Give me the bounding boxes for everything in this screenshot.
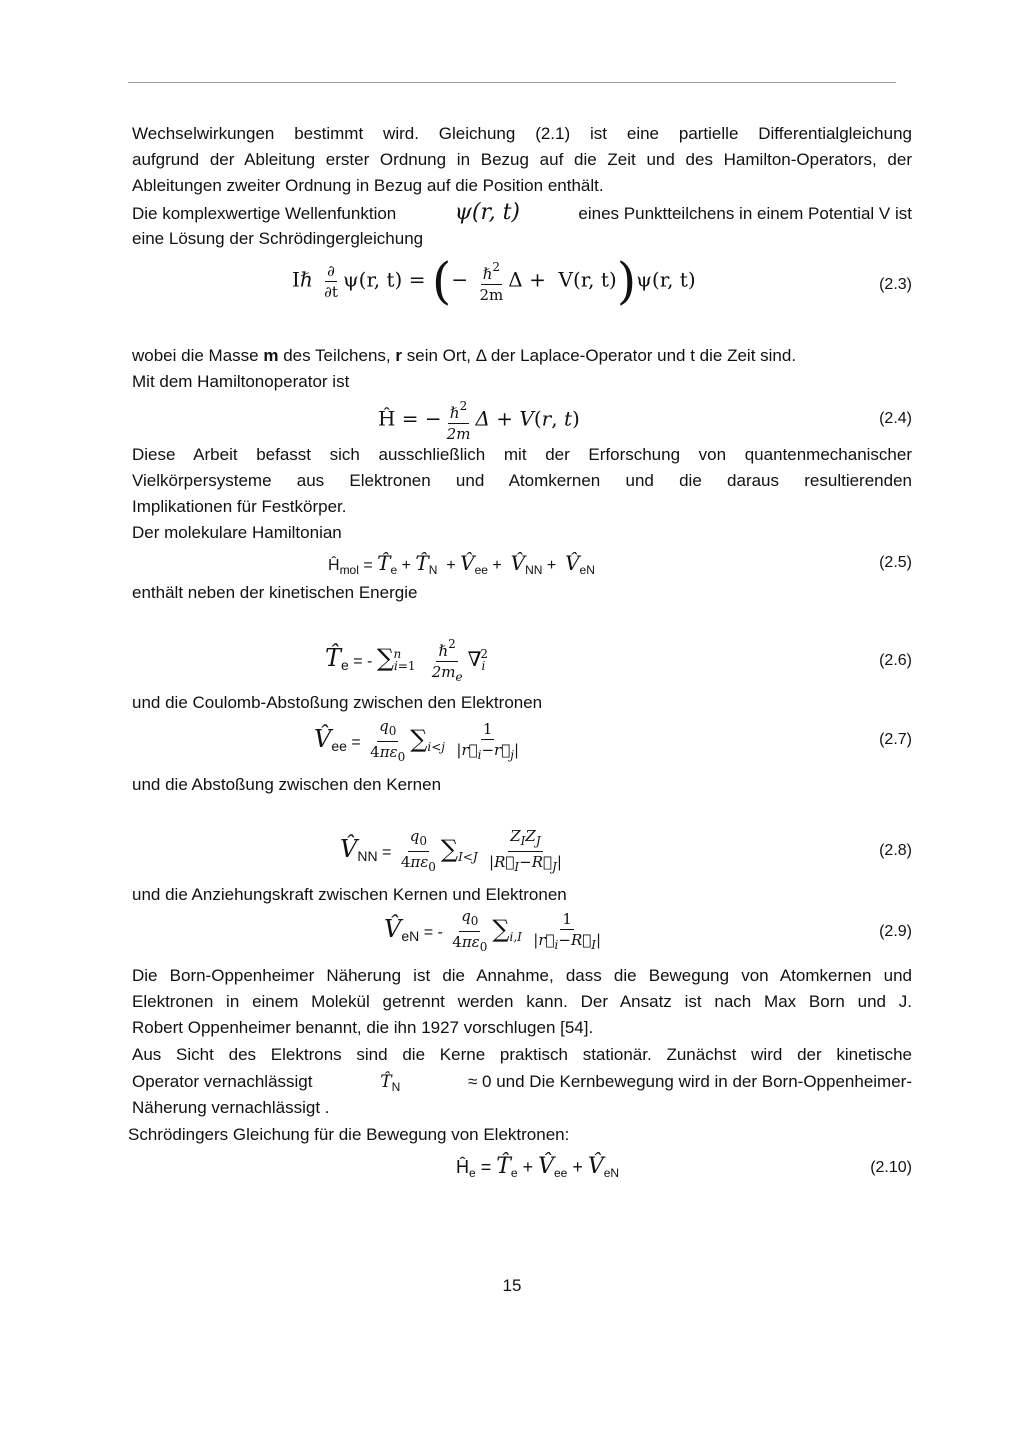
paragraph-line: und die Anziehungskraft zwischen Kernen und Elektronen — [132, 885, 567, 904]
text-span: ≈ 0 und Die Kernbewegung wird in der Born-Oppenheimer- — [467, 1072, 912, 1091]
paragraph-line: und die Abstoßung zwischen den Kernen — [132, 775, 442, 794]
paragraph-line: und die Coulomb-Abstoßung zwischen den Elektronen — [132, 693, 543, 712]
equation-number: (2.4) — [879, 410, 912, 427]
paragraph-line: Elektronen in einem Molekül getrennt werden kann. Der Ansatz ist nach Max Born und J. — [132, 992, 912, 1011]
equation-2-6: $T̂_e$ = - $\sum_{i=1}^n$ $\frac{\hbar^2}{2m_e}$ $\nabla_i^2$ — [325, 634, 488, 687]
paragraph-line: Robert Oppenheimer benannt, die ihn 1927 vorschlugen [54]. — [132, 1018, 594, 1037]
paragraph-line: aufgrund der Ableitung erster Ordnung in Bezug auf die Zeit und des Hamilton-Operators, der — [132, 150, 912, 169]
equation-2-3: Iℏ $\frac{\partial}{\partial t}$ ψ(r, t) = (− $\frac{\hbar^2}{2m}$ Δ + V(r, t))ψ(r, t) — [292, 252, 696, 310]
text-span: Operator vernachlässigt — [132, 1072, 313, 1091]
equation-2-9: $V̂_{eN}$ = - $\frac{q_0}{4\pi\varepsilon_0}$ $\sum_{i,I}$ $\frac{1}{|r⃗_i-R⃗_I|}$ — [384, 907, 602, 954]
equation-2-4: Ĥ = − $\frac{\hbar^2}{2m}$ Δ + V(r, t) — [378, 396, 580, 444]
paragraph-line: enthält neben der kinetischen Energie — [132, 583, 418, 602]
equation-number: (2.5) — [879, 554, 912, 571]
equation-number: (2.7) — [879, 731, 912, 748]
paragraph-line: Ableitungen zweiter Ordnung in Bezug auf die Position enthält. — [132, 176, 604, 195]
paragraph-line: Der molekulare Hamiltonian — [132, 523, 342, 542]
text-span: wobei die Masse — [132, 346, 259, 365]
equation-2-8: $V̂_{NN}$ = $\frac{q_0}{4\pi\varepsilon_0}$ $\sum_{I<J}$ $\frac{Z_IZ_J}{|R⃗_I-R⃗_J|}$ — [340, 827, 562, 874]
paragraph-line: Diese Arbeit befasst sich ausschließlich mit der Erforschung von quantenmechanischer — [132, 445, 912, 464]
paragraph-line: Aus Sicht des Elektrons sind die Kerne praktisch stationär. Zunächst wird der kinetische — [132, 1045, 912, 1064]
paragraph-line: Implikationen für Festkörper. — [132, 497, 347, 516]
paragraph-line: Näherung vernachlässigt . — [132, 1098, 330, 1117]
equation-number: (2.8) — [879, 842, 912, 859]
equation-number: (2.6) — [879, 652, 912, 669]
header-rule — [128, 82, 896, 83]
bold-symbol: m — [263, 346, 279, 365]
page-number: 15 — [502, 1276, 522, 1295]
kinetic-operator-symbol: $T̂_N$ — [380, 1072, 401, 1094]
paragraph-line: Schrödingers Gleichung für die Bewegung von Elektronen: — [128, 1125, 570, 1144]
text-span: Die komplexwertige Wellenfunktion — [132, 204, 397, 223]
wavefunction-symbol: ψ(r, t) — [454, 200, 521, 225]
bold-symbol: r — [395, 346, 402, 365]
equation-2-5: $Ĥ_{mol}$ = $T̂_e$ + $T̂_N$ + $V̂_{ee}$ + $V̂_{NN}$ + $V̂_{eN}$ — [328, 551, 595, 577]
equation-number: (2.3) — [879, 276, 912, 293]
text-span: eines Punktteilchens in einem Potential V ist — [578, 204, 912, 223]
paragraph-line: Die Born-Oppenheimer Näherung ist die Annahme, dass die Bewegung von Atomkernen und — [132, 966, 912, 985]
text-span: des Teilchens, — [283, 346, 391, 365]
equation-2-10: $Ĥ_e$ = $T̂_e$ + $V̂_{ee}$ + $V̂_{eN}$ — [456, 1154, 620, 1180]
paragraph-line: eine Lösung der Schrödingergleichung — [132, 229, 424, 248]
equation-number: (2.10) — [870, 1159, 912, 1176]
equation-number: (2.9) — [879, 923, 912, 940]
paragraph-line: Vielkörpersysteme aus Elektronen und Atomkernen und die daraus resultierenden — [132, 471, 912, 490]
text-span: sein Ort, Δ der Laplace-Operator und t die Zeit sind. — [406, 346, 797, 365]
paragraph-line: Mit dem Hamiltonoperator ist — [132, 372, 350, 391]
paragraph-line: Wechselwirkungen bestimmt wird. Gleichung (2.1) ist eine partielle Differentialgleichung — [132, 124, 912, 143]
paragraph-line — [132, 200, 912, 227]
equation-2-7: $V̂_{ee}$ = $\frac{q_0}{4\pi\varepsilon_0}$ $\sum_{i<j}$ $\frac{1}{|r⃗_i-r⃗_j|}$ — [314, 717, 520, 764]
paragraph-line — [132, 343, 912, 369]
